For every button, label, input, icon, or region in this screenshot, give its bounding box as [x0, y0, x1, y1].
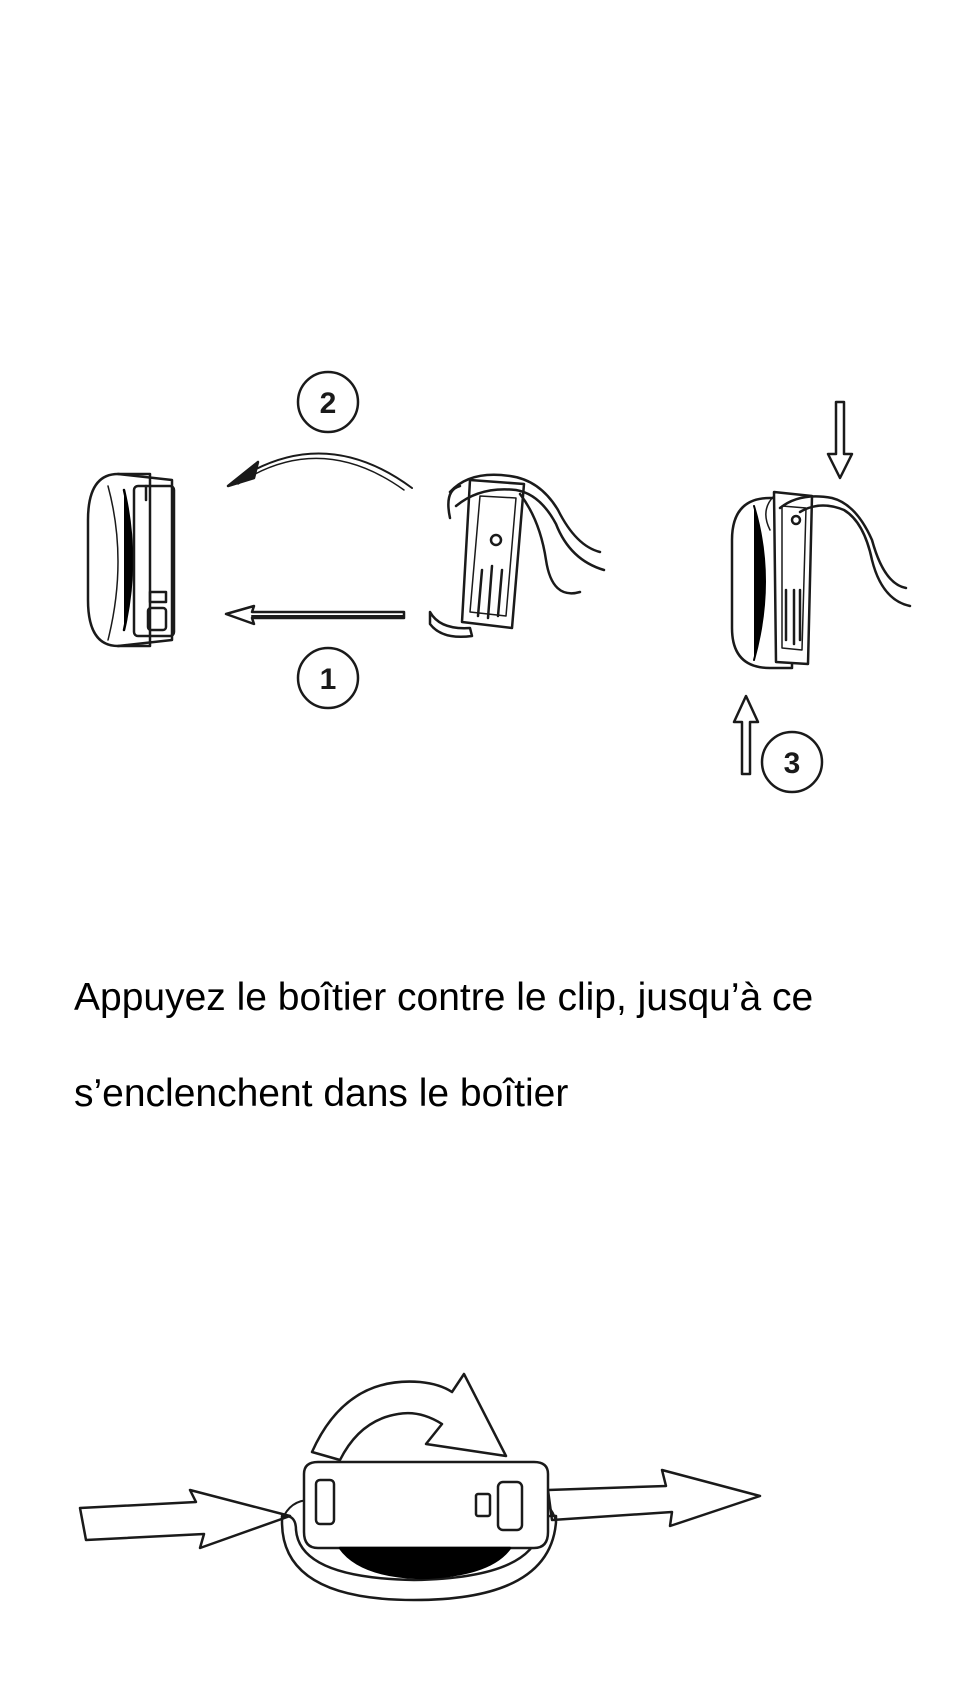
- device-case-left: [88, 474, 174, 646]
- caption-line-2: s’enclenchent dans le boîtier: [74, 1072, 569, 1115]
- device-case-bottom: [304, 1462, 548, 1578]
- up-arrow-icon: [734, 696, 758, 774]
- step-3-label: 3: [783, 747, 801, 780]
- instruction-caption: [74, 950, 934, 1142]
- straight-arrow-step-1: [226, 606, 404, 624]
- down-arrow-icon: [828, 402, 852, 478]
- step-2-label: 2: [319, 387, 337, 420]
- rotate-arrow-icon: [312, 1374, 506, 1460]
- assembled-device-with-clip: [732, 492, 910, 668]
- curved-arrow-step-2: [228, 453, 412, 490]
- step-1-label: 1: [319, 663, 337, 696]
- belt-clip-with-strap: [430, 475, 604, 637]
- mounting-steps-illustration: [0, 0, 954, 820]
- holster-shell: [282, 1500, 556, 1600]
- caption-line-1: Appuyez le boîtier contre le clip, jusqu’à ce: [74, 976, 814, 1019]
- pull-arrow-right-icon: [548, 1470, 760, 1526]
- push-arrow-left-icon: [80, 1490, 290, 1548]
